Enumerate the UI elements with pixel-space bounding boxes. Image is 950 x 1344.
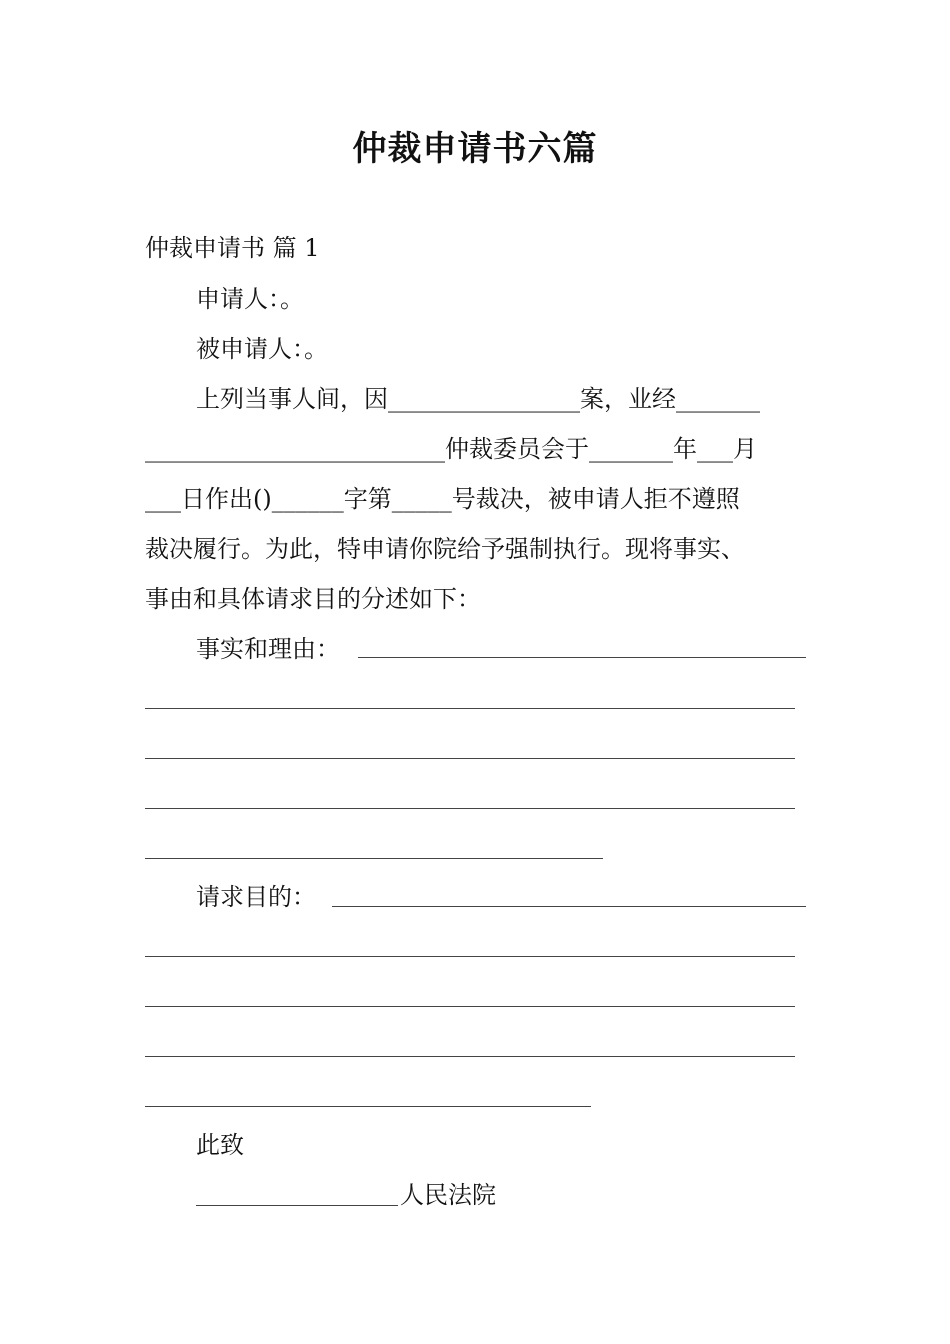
- facts-blank-line: [145, 708, 795, 709]
- request-blank-line: [145, 956, 795, 957]
- applicant-line: 申请人：。: [196, 285, 304, 313]
- court-suffix: 人民法院: [400, 1181, 496, 1209]
- facts-blank-line: [145, 758, 795, 759]
- court-name-blank: [196, 1205, 398, 1206]
- facts-blank-line: [145, 808, 795, 809]
- body-line-2: _________________________仲裁委员会于_______年___月: [145, 435, 757, 463]
- request-label: 请求目的：: [196, 883, 316, 911]
- respondent-line: 被申请人：。: [196, 335, 328, 363]
- body-line-4: 裁决履行。为此，特申请你院给予强制执行。现将事实、: [145, 535, 745, 563]
- body-line-5: 事由和具体请求目的分述如下：: [145, 585, 481, 613]
- request-blank-line: [145, 1056, 795, 1057]
- section-heading: 仲裁申请书 篇 1: [145, 234, 320, 262]
- request-blank-line: [332, 906, 806, 907]
- body-line-3: ___日作出()______字第_____号裁决，被申请人拒不遵照: [145, 485, 740, 513]
- facts-blank-line: [358, 657, 806, 658]
- closing-line: 此致: [196, 1131, 244, 1159]
- document-title: 仲裁申请书六篇: [352, 129, 598, 169]
- facts-label: 事实和理由：: [196, 635, 340, 663]
- request-blank-line: [145, 1006, 795, 1007]
- request-blank-line: [145, 1106, 591, 1107]
- body-line-1: 上列当事人间，因________________案，业经_______: [196, 385, 760, 413]
- facts-blank-line: [145, 858, 603, 859]
